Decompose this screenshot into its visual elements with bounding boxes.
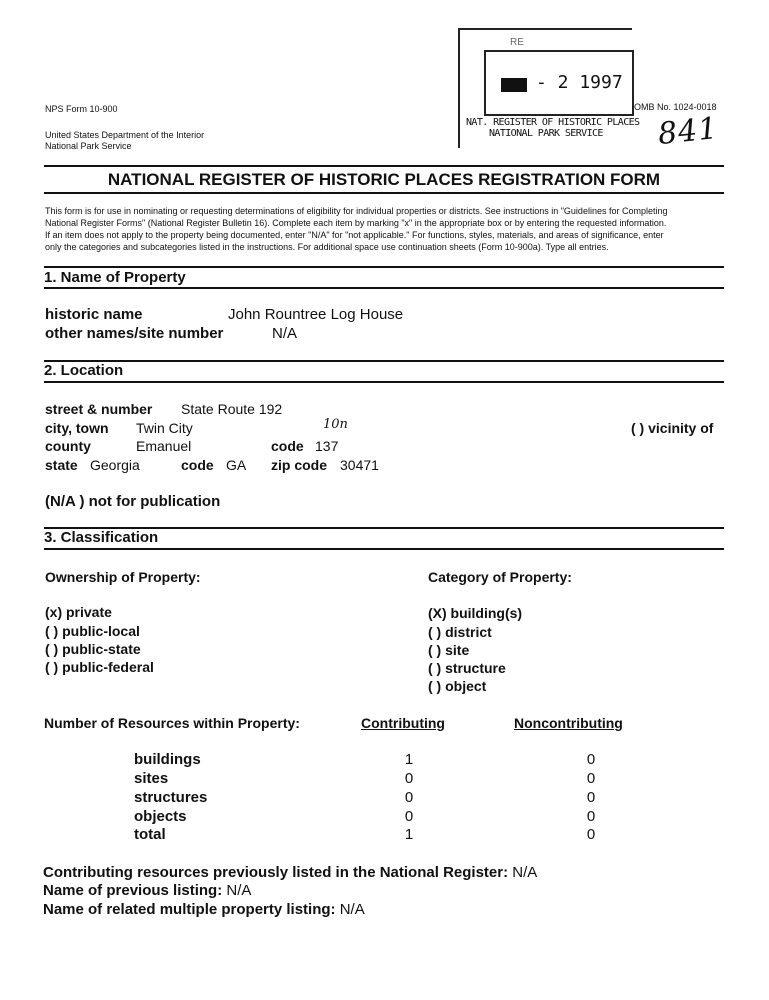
noncontributing-heading: Noncontributing — [514, 715, 623, 731]
stamp-line1: NAT. REGISTER OF HISTORIC PLACES — [466, 117, 640, 128]
multiple-property-listing — [43, 901, 365, 918]
stamp-line2: NATIONAL PARK SERVICE — [489, 128, 603, 139]
category-option-buildings: (X) building(s) — [428, 605, 523, 621]
category-option-district: ( ) district — [428, 624, 492, 640]
previous-listing-value: N/A — [226, 882, 252, 899]
resource-label-objects: objects — [134, 808, 187, 825]
zip-code-label: zip code — [271, 457, 328, 473]
stamp-top-text: RE — [510, 37, 524, 48]
zip-code-value: 30471 — [340, 457, 379, 473]
county-value: Emanuel — [136, 438, 192, 454]
previous-listing — [43, 882, 251, 899]
stamp-date: - 2 1997 — [536, 72, 623, 93]
state-code-value: GA — [226, 457, 247, 473]
section1-top-rule — [44, 266, 724, 268]
ownership-option-private: (x) private — [45, 604, 112, 620]
form-number: NPS Form 10-900 — [45, 104, 118, 114]
city-value: Twin City — [136, 420, 193, 436]
resource-contributing-objects: 0 — [404, 808, 414, 825]
service-name: National Park Service — [45, 141, 132, 151]
category-option-object: ( ) object — [428, 678, 487, 694]
previous-listing-label: Name of previous listing: — [43, 882, 223, 899]
city-label: city, town — [45, 420, 109, 436]
historic-name-value: John Rountree Log House — [228, 306, 404, 323]
multiple-listing-value: N/A — [339, 901, 365, 918]
other-names-label: other names/site number — [45, 325, 224, 342]
state-label: state — [45, 457, 78, 473]
ownership-option-public-local: ( ) public-local — [45, 623, 140, 639]
stamp-month-blot — [501, 78, 527, 92]
resource-noncontributing-objects: 0 — [586, 808, 596, 825]
instructions-line-1: This form is for use in nominating or requesting determinations of eligibility for individual properties or districts. See instructions in "Guidelines for Completing — [45, 206, 668, 216]
vicinity-of: ( ) vicinity of — [631, 420, 714, 436]
resource-contributing-total: 1 — [404, 826, 414, 843]
resource-label-sites: sites — [134, 770, 169, 787]
section1-heading: 1. Name of Property — [44, 269, 186, 286]
section3-heading: 3. Classification — [44, 529, 159, 546]
ownership-option-public-state: ( ) public-state — [45, 641, 141, 657]
instructions-line-4: only the categories and subcategories listed in the instructions. For additional space use continuation sheets (Form 10-900a). Type all entries. — [45, 242, 609, 252]
ownership-option-public-federal: ( ) public-federal — [45, 659, 154, 675]
instructions-line-2: National Register Forms" (National Register Bulletin 16). Complete each item by marking "x" in the appropriate box or by entering the requested information. — [45, 218, 667, 228]
resource-label-buildings: buildings — [134, 751, 201, 768]
county-label: county — [45, 438, 91, 454]
handwritten-number: 841 — [656, 110, 720, 153]
historic-name-label: historic name — [45, 306, 143, 323]
city-handwritten-annotation: 10n — [323, 417, 348, 432]
resource-noncontributing-sites: 0 — [586, 770, 596, 787]
section3-bottom-rule — [44, 548, 724, 550]
other-names-value: N/A — [272, 325, 298, 342]
multiple-listing-label: Name of related multiple property listing: — [43, 901, 336, 918]
section2-bottom-rule — [44, 381, 724, 383]
category-heading: Category of Property: — [428, 569, 572, 585]
resource-noncontributing-buildings: 0 — [586, 751, 596, 768]
section2-top-rule — [44, 360, 724, 362]
resource-contributing-buildings: 1 — [404, 751, 414, 768]
page-title: NATIONAL REGISTER OF HISTORIC PLACES REGISTRATION FORM — [107, 170, 661, 189]
street-label: street & number — [45, 401, 153, 417]
county-code-label: code — [271, 438, 304, 454]
resource-contributing-structures: 0 — [404, 789, 414, 806]
resource-noncontributing-structures: 0 — [586, 789, 596, 806]
resources-heading: Number of Resources within Property: — [44, 715, 300, 731]
state-value: Georgia — [90, 457, 140, 473]
previously-listed-value: N/A — [512, 864, 538, 881]
department-name: United States Department of the Interior — [45, 130, 205, 140]
previously-listed — [43, 864, 537, 881]
omb-number: OMB No. 1024-0018 — [634, 102, 717, 112]
resource-label-structures: structures — [134, 789, 208, 806]
section2-heading: 2. Location — [44, 362, 124, 379]
title-bottom-rule — [44, 192, 724, 194]
category-option-structure: ( ) structure — [428, 660, 506, 676]
contributing-heading: Contributing — [361, 715, 445, 731]
state-code-label: code — [181, 457, 214, 473]
resource-noncontributing-total: 0 — [586, 826, 596, 843]
category-option-site: ( ) site — [428, 642, 470, 658]
instructions-line-3: If an item does not apply to the property being documented, enter "N/A" for "not applicable." For functions, styles, materials, and areas of significance, enter — [45, 230, 664, 240]
county-code-value: 137 — [315, 438, 339, 454]
resource-contributing-sites: 0 — [404, 770, 414, 787]
not-for-publication: (N/A ) not for publication — [45, 493, 221, 510]
resource-label-total: total — [134, 826, 166, 843]
street-value: State Route 192 — [181, 401, 283, 417]
title-top-rule — [44, 165, 724, 167]
ownership-heading: Ownership of Property: — [45, 569, 201, 585]
previously-listed-label: Contributing resources previously listed in the National Register: — [43, 864, 509, 881]
section1-bottom-rule — [44, 287, 724, 289]
